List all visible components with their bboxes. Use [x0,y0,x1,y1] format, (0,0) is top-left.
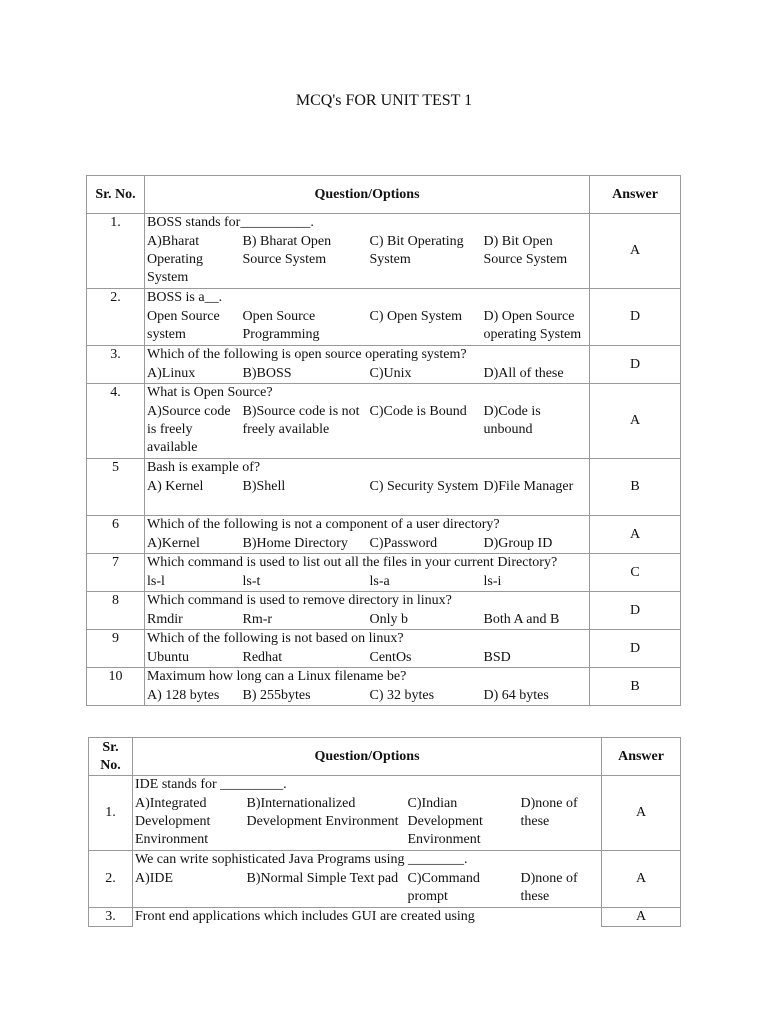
serial-number: 5 [87,459,145,478]
option-d: D) 64 bytes [482,687,590,706]
question-options-header: Question/Options [133,738,602,776]
serial-spacer [87,687,145,706]
option-c: C) Security System [368,478,482,516]
option-a: A) Kernel [145,478,241,516]
serial-spacer [87,535,145,554]
option-c: C) Bit Operating System [368,233,482,289]
serial-number: 7 [87,554,145,573]
option-d: D) Open Source operating System [482,308,590,346]
option-a: A) 128 bytes [145,687,241,706]
option-b: B)Source code is not freely available [241,403,368,459]
serial-number: 2. [89,851,133,908]
serial-spacer [87,403,145,459]
option-b: Rm-r [241,611,368,630]
option-a: A)Integrated Development Environment [133,795,245,851]
option-b: B) 255bytes [241,687,368,706]
serial-spacer [87,649,145,668]
serial-number: 10 [87,668,145,687]
option-d: D)none of these [519,795,602,851]
answer-cell: C [590,554,681,592]
question-row [89,851,681,870]
option-a: ls-l [145,573,241,592]
serial-number: 1. [87,214,145,233]
table-header-row [87,176,681,214]
sr-no-header: Sr. No. [89,738,133,776]
serial-number: 8 [87,592,145,611]
question-text: BOSS is a__. [145,289,590,308]
sr-no-header: Sr. No. [87,176,145,214]
question-row [89,776,681,795]
question-text: BOSS stands for__________. [145,214,590,233]
answer-header: Answer [602,738,681,776]
question-text: Which of the following is not a component of a user directory? [145,516,590,535]
question-options-header: Question/Options [145,176,590,214]
serial-spacer [87,611,145,630]
answer-cell: A [602,851,681,908]
option-b: B)BOSS [241,365,368,384]
options-row [89,795,681,851]
question-text: Which of the following is open source operating system? [145,346,590,365]
answer-cell: B [590,668,681,706]
question-row [87,459,681,478]
serial-number: 3. [89,908,133,927]
option-a: Rmdir [145,611,241,630]
question-text: IDE stands for _________. [133,776,602,795]
question-row [87,554,681,573]
option-d: D)Code is unbound [482,403,590,459]
option-a: A)IDE [133,870,245,908]
question-row [87,384,681,403]
option-d: D)Group ID [482,535,590,554]
option-b: Redhat [241,649,368,668]
question-row [87,630,681,649]
question-row [87,214,681,233]
serial-number: 2. [87,289,145,308]
question-row [87,592,681,611]
serial-number: 3. [87,346,145,365]
option-a: A)Source code is freely available [145,403,241,459]
option-d: D)none of these [519,870,602,908]
answer-cell: D [590,592,681,630]
option-c: C)Code is Bound [368,403,482,459]
option-c: C) 32 bytes [368,687,482,706]
question-row [87,516,681,535]
option-c: C)Password [368,535,482,554]
option-c: ls-a [368,573,482,592]
option-b: Open Source Programming [241,308,368,346]
option-b: B)Shell [241,478,368,516]
answer-header: Answer [590,176,681,214]
option-a: Ubuntu [145,649,241,668]
question-row [87,668,681,687]
question-text: We can write sophisticated Java Programs using ________. [133,851,602,870]
question-row [87,289,681,308]
serial-spacer [87,478,145,516]
serial-spacer [87,308,145,346]
option-c: Only b [368,611,482,630]
question-text: Which command is used to list out all the files in your current Directory? [145,554,590,573]
option-c: CentOs [368,649,482,668]
question-row [89,908,681,927]
option-d: D) Bit Open Source System [482,233,590,289]
answer-cell: D [590,289,681,346]
option-b: ls-t [241,573,368,592]
answer-cell: A [602,908,681,927]
page-title: MCQ's FOR UNIT TEST 1 [295,92,473,109]
option-c: C) Open System [368,308,482,346]
option-d: Both A and B [482,611,590,630]
option-b: B)Normal Simple Text pad [245,870,406,908]
serial-number: 6 [87,516,145,535]
answer-cell: A [590,214,681,289]
answer-cell: A [602,776,681,851]
options-row [89,870,681,908]
serial-spacer [87,573,145,592]
serial-spacer [87,365,145,384]
serial-number: 4. [87,384,145,403]
option-a: A)Kernel [145,535,241,554]
option-c: C)Indian Development Environment [406,795,519,851]
option-a: Open Source system [145,308,241,346]
serial-spacer [87,233,145,289]
mcq-table-1 [86,175,681,706]
option-b: B) Bharat Open Source System [241,233,368,289]
option-a: A)Linux [145,365,241,384]
serial-number: 9 [87,630,145,649]
answer-cell: A [590,384,681,459]
option-c: C)Command prompt [406,870,519,908]
option-a: A)Bharat Operating System [145,233,241,289]
serial-number: 1. [89,776,133,851]
option-c: C)Unix [368,365,482,384]
mcq-table-2 [88,737,681,927]
option-b: B)Home Directory [241,535,368,554]
answer-cell: D [590,630,681,668]
question-text: Maximum how long can a Linux filename be? [145,668,590,687]
answer-cell: A [590,516,681,554]
question-text: Which of the following is not based on linux? [145,630,590,649]
question-text: Front end applications which includes GUI are created using [133,908,602,927]
option-b: B)Internationalized Development Environment [245,795,406,851]
option-d: ls-i [482,573,590,592]
question-text: Which command is used to remove directory in linux? [145,592,590,611]
answer-cell: B [590,459,681,516]
question-row [87,346,681,365]
question-text: Bash is example of? [145,459,590,478]
question-text: What is Open Source? [145,384,590,403]
option-d: D)All of these [482,365,590,384]
option-d: D)File Manager [482,478,590,516]
option-d: BSD [482,649,590,668]
answer-cell: D [590,346,681,384]
table-header-row [89,738,681,776]
